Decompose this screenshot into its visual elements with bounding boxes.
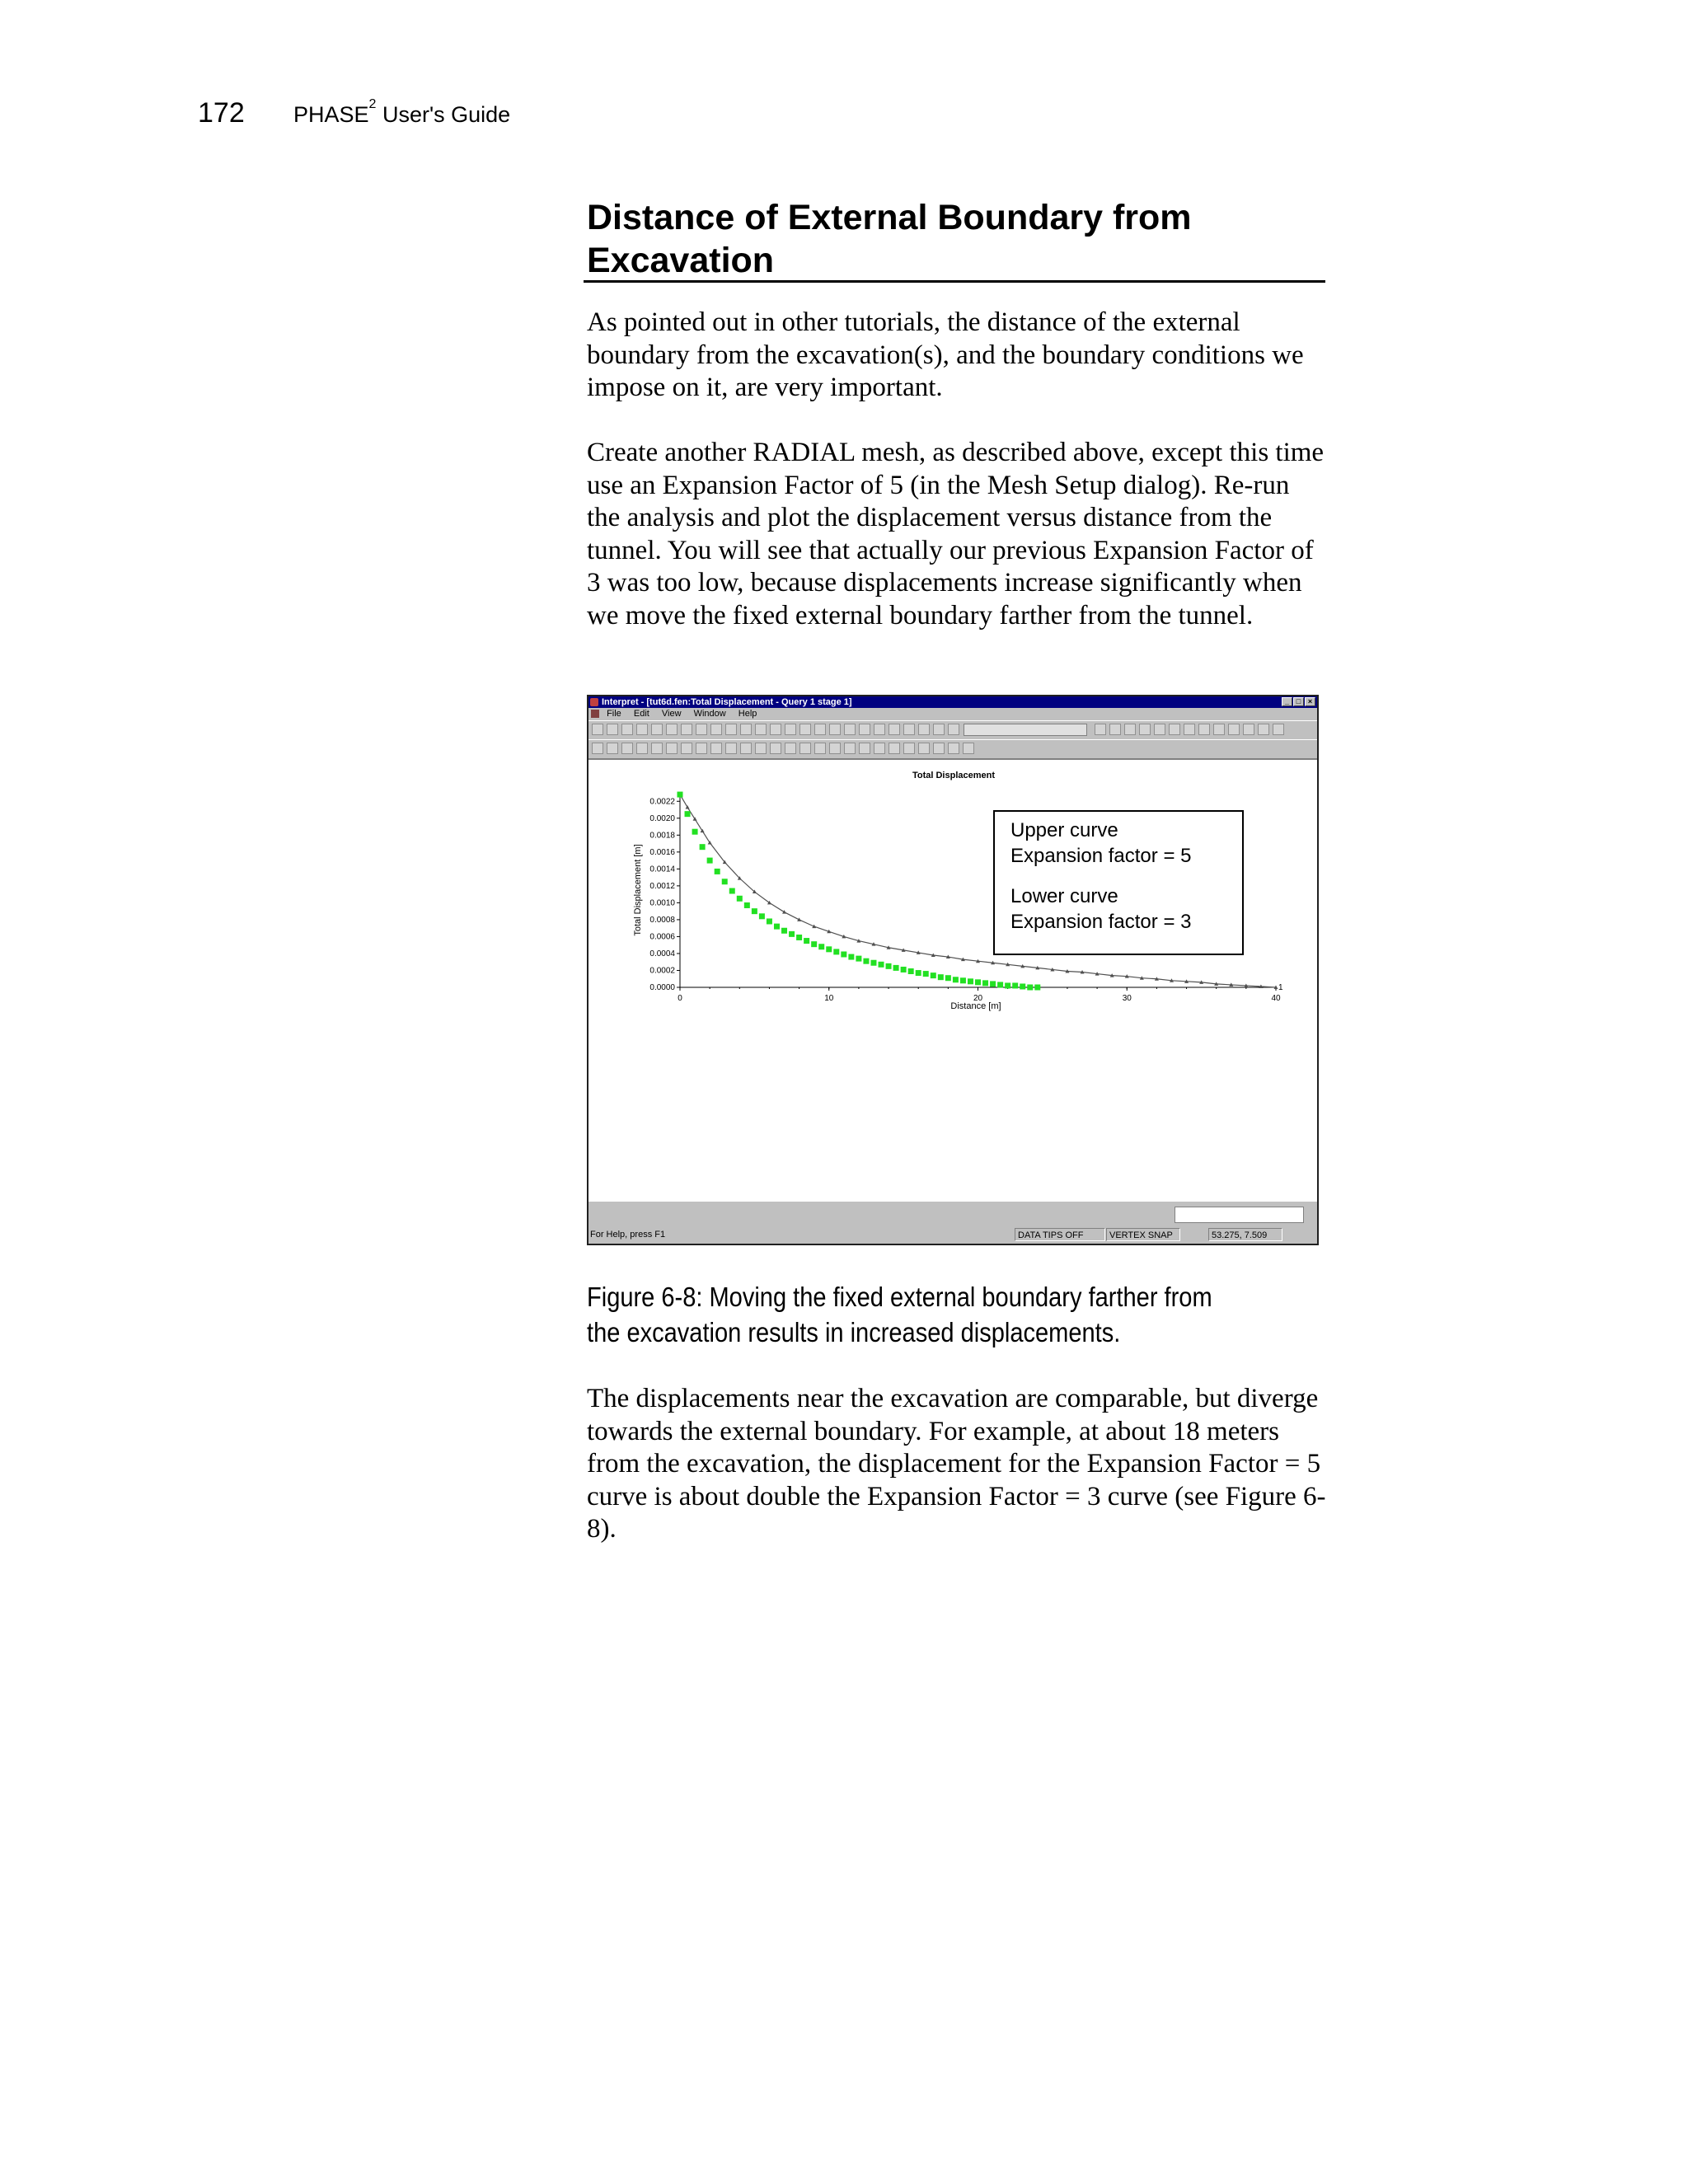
lower-curve-point <box>1027 985 1033 991</box>
lower-curve-point <box>818 944 824 949</box>
lower-curve-point <box>953 977 959 982</box>
lower-curve-point <box>945 975 951 981</box>
toolbar-button-icon[interactable] <box>1139 724 1151 735</box>
lower-curve-point <box>841 951 846 957</box>
toolbar-button-icon[interactable] <box>740 743 752 754</box>
lower-curve-point <box>990 981 996 987</box>
lower-curve-point <box>752 908 757 914</box>
toolbar-button-icon[interactable] <box>1124 724 1136 735</box>
toolbar-button-icon[interactable] <box>592 724 603 735</box>
y-tick-label: 0.0018 <box>649 831 675 841</box>
toolbar-button-icon[interactable] <box>859 724 870 735</box>
lower-curve-point <box>1034 985 1040 991</box>
toolbar-button-icon[interactable] <box>681 724 692 735</box>
toolbar-button-icon[interactable] <box>948 743 959 754</box>
guide-name: PHASE <box>293 102 369 127</box>
menu-file[interactable]: File <box>607 709 621 719</box>
toolbar-button-icon[interactable] <box>948 724 959 735</box>
page-number: 172 <box>198 97 245 129</box>
toolbar-button-icon[interactable] <box>785 743 796 754</box>
y-tick-label: 0.0000 <box>649 983 675 992</box>
menubar <box>588 708 1317 720</box>
toolbar-button-icon[interactable] <box>770 743 781 754</box>
lower-curve-point <box>856 956 861 962</box>
toolbar-button-icon[interactable] <box>666 743 678 754</box>
secondary-toolbar <box>588 739 1317 759</box>
toolbar-combobox[interactable] <box>964 724 1087 736</box>
lower-curve-point <box>774 924 780 930</box>
toolbar-button-icon[interactable] <box>636 743 648 754</box>
chart-title: Total Displacement <box>912 771 996 780</box>
toolbar-button-icon[interactable] <box>1228 724 1240 735</box>
menu-view[interactable]: View <box>661 709 682 719</box>
series-lower-curve <box>678 792 1041 991</box>
paragraph-instructions: Create another RADIAL mesh, as described above, except this time use an Expansion Factor of 5 (in the Mesh Setup dialog). Re-run the analysis and plot the displacement versus distance from the tunnel. You will see that actually our previous Expansion Factor of 3 was too low, because displacements increase significantly when we move the fixed external boundary farther from the tunnel. <box>587 438 1325 630</box>
y-tick-label: 0.0014 <box>649 865 675 874</box>
toolbar-button-icon[interactable] <box>1184 724 1195 735</box>
status-area <box>588 1202 1317 1226</box>
toolbar-button-icon[interactable] <box>740 724 752 735</box>
lower-curve-point <box>908 968 914 974</box>
lower-curve-point <box>700 844 706 850</box>
guide-suffix: User's Guide <box>376 102 511 127</box>
lower-curve-point <box>1012 982 1018 988</box>
toolbar-button-icon[interactable] <box>889 743 900 754</box>
plot-area <box>588 759 1317 1202</box>
lower-curve-point <box>848 954 854 960</box>
toolbar-button-icon[interactable] <box>755 724 767 735</box>
y-tick-label: 0.0022 <box>649 797 675 807</box>
y-tick-label: 0.0006 <box>649 932 675 942</box>
lower-curve-point <box>968 978 973 984</box>
lower-curve-point <box>781 928 787 934</box>
lower-curve-point <box>833 949 839 954</box>
toolbar-button-icon[interactable] <box>636 724 648 735</box>
y-tick-label: 0.0002 <box>649 966 675 976</box>
app-icon <box>590 698 598 706</box>
toolbar-button-icon[interactable] <box>1109 724 1121 735</box>
toolbar-button-icon[interactable] <box>799 724 811 735</box>
toolbar-button-icon[interactable] <box>607 743 618 754</box>
toolbar-button-icon[interactable] <box>859 743 870 754</box>
toolbar-button-icon[interactable] <box>844 724 856 735</box>
toolbar-button-icon[interactable] <box>755 743 767 754</box>
lower-curve-point <box>916 970 921 976</box>
toolbar-button-icon[interactable] <box>814 743 826 754</box>
toolbar-button-icon[interactable] <box>889 724 900 735</box>
lower-curve-point <box>1005 982 1010 988</box>
lower-curve-point <box>767 918 772 924</box>
x-tick-label: 10 <box>824 994 834 1003</box>
lower-curve-point <box>722 879 728 884</box>
lower-curve-point <box>804 938 809 944</box>
y-tick-label: 0.0004 <box>649 949 675 958</box>
lower-curve-point <box>826 946 832 952</box>
lower-curve-point <box>931 972 936 978</box>
lower-curve-point <box>870 960 876 966</box>
lower-curve-point <box>997 982 1003 987</box>
toolbar-button-icon[interactable] <box>1154 724 1165 735</box>
toolbar-button-icon[interactable] <box>725 743 737 754</box>
toolbar-button-icon[interactable] <box>651 743 663 754</box>
lower-curve-point <box>678 792 683 798</box>
status-help: For Help, press F1 <box>590 1230 666 1240</box>
paragraph-intro: As pointed out in other tutorials, the distance of the external boundary from the excavation(s), and the boundary conditions we impose on it, are very important. <box>587 307 1304 402</box>
lower-curve-point <box>715 869 720 874</box>
running-header <box>293 97 511 128</box>
toolbar-button-icon[interactable] <box>1169 724 1180 735</box>
lower-curve-point <box>886 963 892 969</box>
toolbar-button-icon[interactable] <box>592 743 603 754</box>
lower-curve-point <box>692 829 698 835</box>
toolbar-button-icon[interactable] <box>799 743 811 754</box>
window-title: Interpret - [tut6d.fen:Total Displacement - Query 1 stage 1] <box>602 697 852 707</box>
minimize-icon[interactable]: _ <box>1282 697 1292 706</box>
toolbar-button-icon[interactable] <box>844 743 856 754</box>
menu-window[interactable]: Window <box>693 709 726 719</box>
toolbar-button-icon[interactable] <box>1258 724 1269 735</box>
lower-curve-point <box>744 902 750 908</box>
status-data-tips[interactable]: DATA TIPS OFF <box>1015 1228 1105 1241</box>
toolbar-button-icon[interactable] <box>1095 724 1106 735</box>
toolbar-button-icon[interactable] <box>621 724 633 735</box>
x-tick-label: 30 <box>1122 994 1132 1003</box>
x-tick-label: 40 <box>1271 994 1281 1003</box>
toolbar-button-icon[interactable] <box>933 743 945 754</box>
toolbar-button-icon[interactable] <box>666 724 678 735</box>
toolbar-button-icon[interactable] <box>696 724 707 735</box>
lower-curve-point <box>982 980 988 986</box>
displacement-chart <box>588 760 1317 1202</box>
toolbar-button-icon[interactable] <box>710 724 722 735</box>
lower-curve-point <box>923 971 929 977</box>
toolbar-button-icon[interactable] <box>621 743 633 754</box>
status-coordinates: 53.275, 7.509 <box>1208 1228 1282 1241</box>
window-titlebar <box>588 696 1317 708</box>
toolbar-button-icon[interactable] <box>918 743 930 754</box>
toolbar-button-icon[interactable] <box>1273 724 1284 735</box>
title-rule <box>584 280 1325 283</box>
toolbar-button-icon[interactable] <box>785 724 796 735</box>
lower-curve-point <box>737 896 743 902</box>
toolbar-button-icon[interactable] <box>903 743 915 754</box>
maximize-icon[interactable]: □ <box>1293 697 1304 706</box>
window-controls <box>1282 697 1315 706</box>
lower-curve-point <box>863 958 869 964</box>
legend-upper-label: Upper curve <box>1010 819 1118 841</box>
lower-curve-point <box>1020 983 1025 989</box>
menu-edit[interactable]: Edit <box>633 709 649 719</box>
document-icon <box>591 710 599 718</box>
y-tick-label: 0.0016 <box>649 847 675 857</box>
toolbar-button-icon[interactable] <box>651 724 663 735</box>
close-icon[interactable]: × <box>1305 697 1315 706</box>
status-vertex-snap[interactable]: VERTEX SNAP <box>1106 1228 1180 1241</box>
legend-upper-detail: Expansion factor = 5 <box>1010 845 1192 867</box>
toolbar-button-icon[interactable] <box>903 724 915 735</box>
lower-curve-point <box>796 935 802 940</box>
curve-end-label: 1 <box>1278 983 1283 992</box>
lower-curve-point <box>789 931 795 937</box>
section-title: Distance of External Boundary from Excavation <box>587 198 1192 280</box>
toolbar-button-icon[interactable] <box>874 724 885 735</box>
lower-curve-point <box>938 974 944 980</box>
toolbar-button-icon[interactable] <box>874 743 885 754</box>
x-tick-label: 0 <box>678 994 682 1003</box>
lower-curve-point <box>729 888 735 894</box>
upper-curve-point <box>782 910 786 914</box>
y-tick-label: 0.0020 <box>649 813 675 823</box>
command-input[interactable] <box>1175 1207 1304 1223</box>
lower-curve-point <box>707 858 713 864</box>
legend-lower-detail: Expansion factor = 3 <box>1010 911 1192 933</box>
menu-help[interactable]: Help <box>738 709 757 719</box>
guide-superscript: 2 <box>368 97 377 111</box>
toolbar-button-icon[interactable] <box>607 724 618 735</box>
y-tick-label: 0.0008 <box>649 915 675 925</box>
legend-box <box>994 811 1243 954</box>
legend-lower-label: Lower curve <box>1010 885 1118 907</box>
x-axis-label: Distance [m] <box>950 1001 1001 1011</box>
toolbar-button-icon[interactable] <box>918 724 930 735</box>
x-tick-label: 20 <box>973 994 983 1003</box>
toolbar-button-icon[interactable] <box>933 724 945 735</box>
paragraph-conclusion: The displacements near the excavation are comparable, but diverge towards the external boundary. For example, at about 18 meters from the excavation, the displacement for the Expansion Factor = 5 curve is about double the Expansion Factor = 3 curve (see Figure 6-8). <box>587 1384 1326 1544</box>
y-tick-label: 0.0012 <box>649 881 675 891</box>
toolbar-button-icon[interactable] <box>681 743 692 754</box>
toolbar-button-icon[interactable] <box>1198 724 1210 735</box>
toolbar-button-icon[interactable] <box>963 743 974 754</box>
lower-curve-point <box>685 811 691 817</box>
lower-curve-point <box>901 967 907 972</box>
toolbar-button-icon[interactable] <box>1243 724 1254 735</box>
lower-curve-point <box>893 965 899 971</box>
toolbar-button-icon[interactable] <box>770 724 781 735</box>
toolbar-button-icon[interactable] <box>696 743 707 754</box>
lower-curve-point <box>759 913 765 919</box>
toolbar-button-icon[interactable] <box>829 743 841 754</box>
lower-curve-point <box>960 977 966 983</box>
toolbar-button-icon[interactable] <box>814 724 826 735</box>
interpret-window <box>587 695 1319 1245</box>
lower-curve-point <box>811 941 817 947</box>
y-tick-label: 0.0010 <box>649 898 675 908</box>
toolbar-button-icon[interactable] <box>829 724 841 735</box>
statusbar <box>588 1226 1317 1244</box>
toolbar-button-icon[interactable] <box>725 724 737 735</box>
main-toolbar <box>588 720 1317 740</box>
y-axis-label: Total Displacement [m] <box>633 844 643 936</box>
lower-curve-point <box>975 979 981 985</box>
lower-curve-point <box>879 962 884 968</box>
toolbar-button-icon[interactable] <box>710 743 722 754</box>
figure-caption: Figure 6-8: Moving the fixed external boundary farther from the excavation results in increased displacements. <box>587 1282 1212 1347</box>
toolbar-button-icon[interactable] <box>1213 724 1225 735</box>
